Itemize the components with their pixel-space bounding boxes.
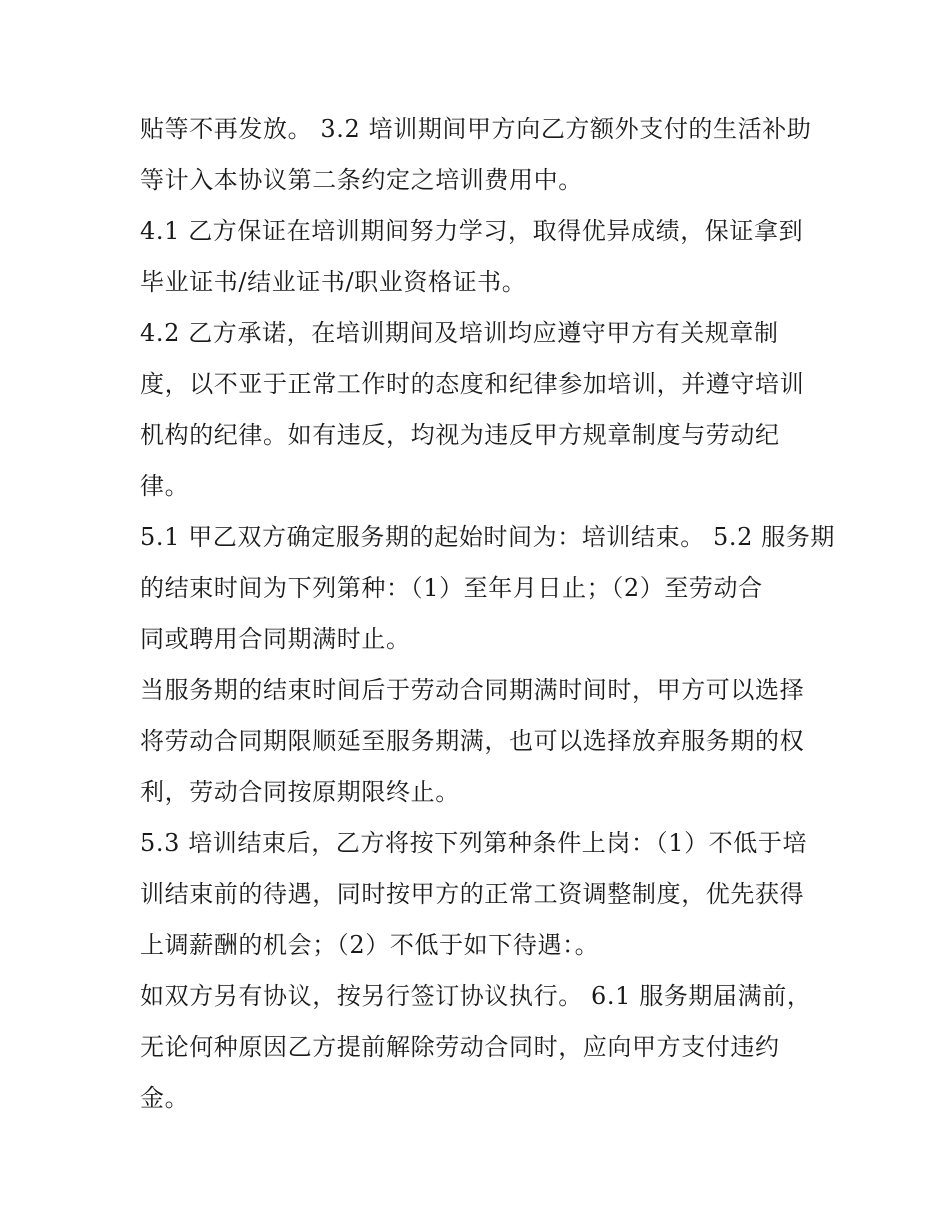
text-line: 4.2 乙方承诺，在培训期间及培训均应遵守甲方有关规章制 bbox=[140, 319, 779, 347]
text-line: 的结束时间为下列第种：（1）至年月日止；（2）至劳动合 bbox=[140, 574, 763, 602]
text-line: 4.1 乙方保证在培训期间努力学习，取得优异成绩，保证拿到 bbox=[140, 217, 804, 245]
text-line: 当服务期的结束时间后于劳动合同期满时间时，甲方可以选择 bbox=[140, 676, 805, 704]
text-line: 机构的纪律。如有违反，均视为违反甲方规章制度与劳动纪 bbox=[140, 421, 780, 449]
text-line: 度，以不亚于正常工作时的态度和纪律参加培训，并遵守培训 bbox=[140, 370, 805, 398]
text-line: 无论何种原因乙方提前解除劳动合同时，应向甲方支付违约 bbox=[140, 1033, 780, 1061]
text-line: 5.1 甲乙双方确定服务期的起始时间为：培训结束。 5.2 服务期 bbox=[140, 523, 836, 551]
text-line: 毕业证书/结业证书/职业资格证书。 bbox=[140, 268, 527, 296]
text-line: 将劳动合同期限顺延至服务期满，也可以选择放弃服务期的权 bbox=[140, 727, 805, 755]
text-line: 金。 bbox=[140, 1084, 190, 1112]
text-line: 等计入本协议第二条约定之培训费用中。 bbox=[140, 166, 583, 194]
text-line: 训结束前的待遇，同时按甲方的正常工资调整制度，优先获得 bbox=[140, 880, 805, 908]
text-line: 5.3 培训结束后，乙方将按下列第种条件上岗：（1）不低于培 bbox=[140, 829, 808, 857]
text-line: 同或聘用合同期满时止。 bbox=[140, 625, 411, 653]
document-body bbox=[140, 104, 836, 1124]
text-line: 律。 bbox=[140, 472, 190, 500]
text-line: 利，劳动合同按原期限终止。 bbox=[140, 778, 460, 806]
text-line: 上调薪酬的机会；（2）不低于如下待遇：。 bbox=[140, 931, 600, 959]
text-line: 如双方另有协议，按另行签订协议执行。 6.1 服务期届满前， bbox=[140, 982, 812, 1010]
text-line: 贴等不再发放。 3.2 培训期间甲方向乙方额外支付的生活补助 bbox=[140, 115, 812, 143]
